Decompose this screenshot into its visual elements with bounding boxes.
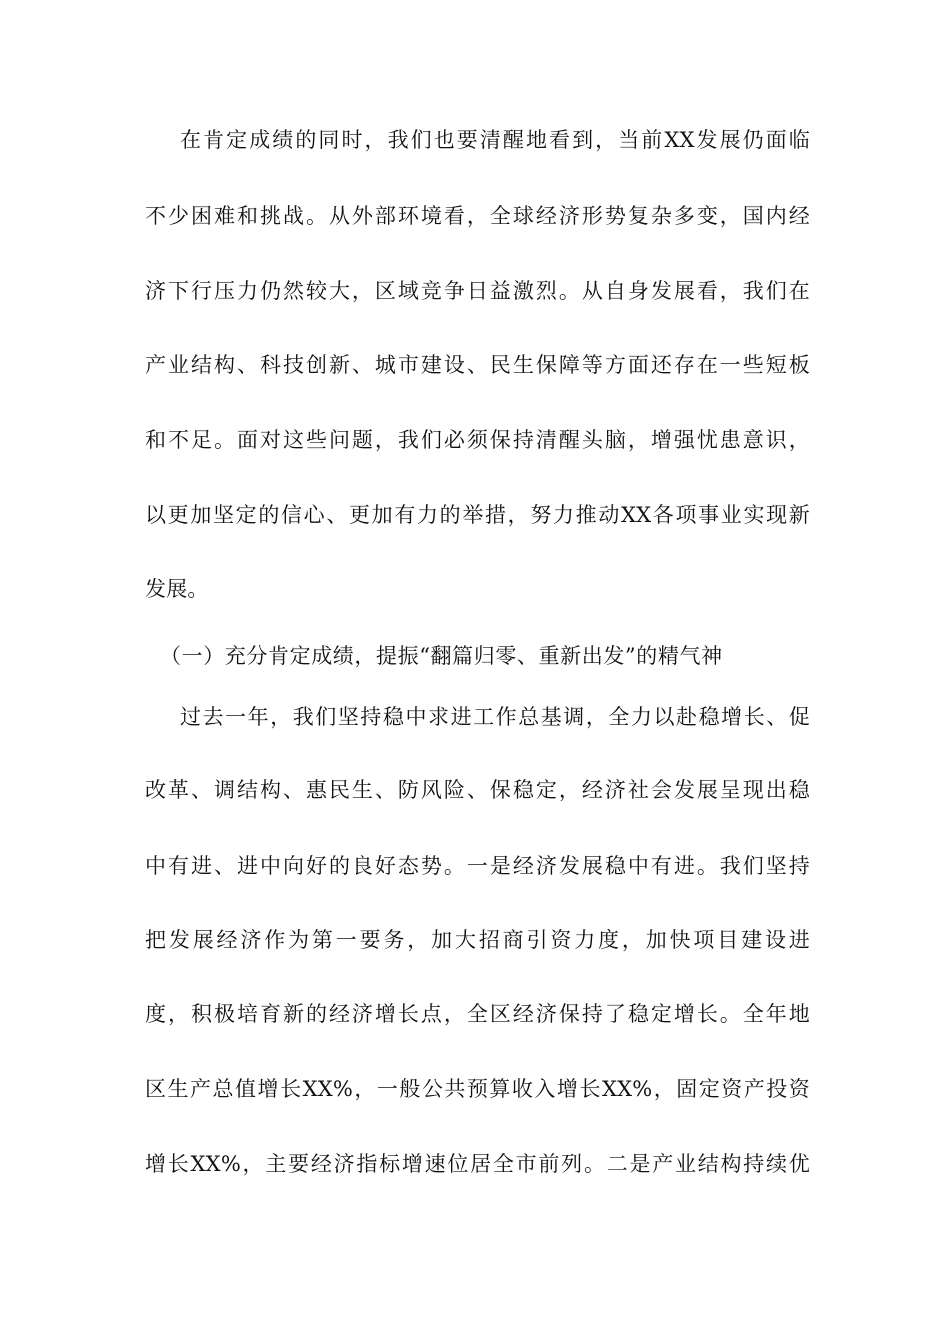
paragraph-1-line-4: 产业结构、科技创新、城市建设、民生保障等方面还存在一些短板: [145, 353, 810, 377]
paragraph-2-line-5: 度，积极培育新的经济增长点，全区经济保持了稳定增长。全年地: [145, 1002, 810, 1026]
paragraph-2-line-3: 中有进、进中向好的良好态势。一是经济发展稳中有进。我们坚持: [145, 854, 810, 878]
paragraph-2-line-7: 增长XX%，主要经济指标增速位居全市前列。二是产业结构持续优: [145, 1152, 810, 1176]
paragraph-2-line-4: 把发展经济作为第一要务，加大招商引资力度，加快项目建设进: [145, 928, 810, 952]
paragraph-1-line-3: 济下行压力仍然较大，区域竞争日益激烈。从自身发展看，我们在: [145, 279, 810, 303]
paragraph-1-line-2: 不少困难和挑战。从外部环境看，全球经济形势复杂多变，国内经: [145, 204, 810, 228]
paragraph-1-line-7: 发展。: [145, 577, 209, 601]
section-heading: （一）充分肯定成绩，提振“翻篇归零、重新出发”的精气神: [160, 644, 723, 668]
paragraph-2-line-6: 区生产总值增长XX%，一般公共预算收入增长XX%，固定资产投资: [145, 1077, 810, 1101]
paragraph-1-line-6: 以更加坚定的信心、更加有力的举措，努力推动XX各项事业实现新: [145, 503, 810, 527]
paragraph-2-line-1: 过去一年，我们坚持稳中求进工作总基调，全力以赴稳增长、促: [180, 705, 810, 729]
paragraph-1-line-1: 在肯定成绩的同时，我们也要清醒地看到，当前XX发展仍面临: [180, 128, 810, 152]
paragraph-1-line-5: 和不足。面对这些问题，我们必须保持清醒头脑，增强忧患意识，: [145, 428, 810, 452]
paragraph-2-line-2: 改革、调结构、惠民生、防风险、保稳定，经济社会发展呈现出稳: [145, 778, 810, 802]
